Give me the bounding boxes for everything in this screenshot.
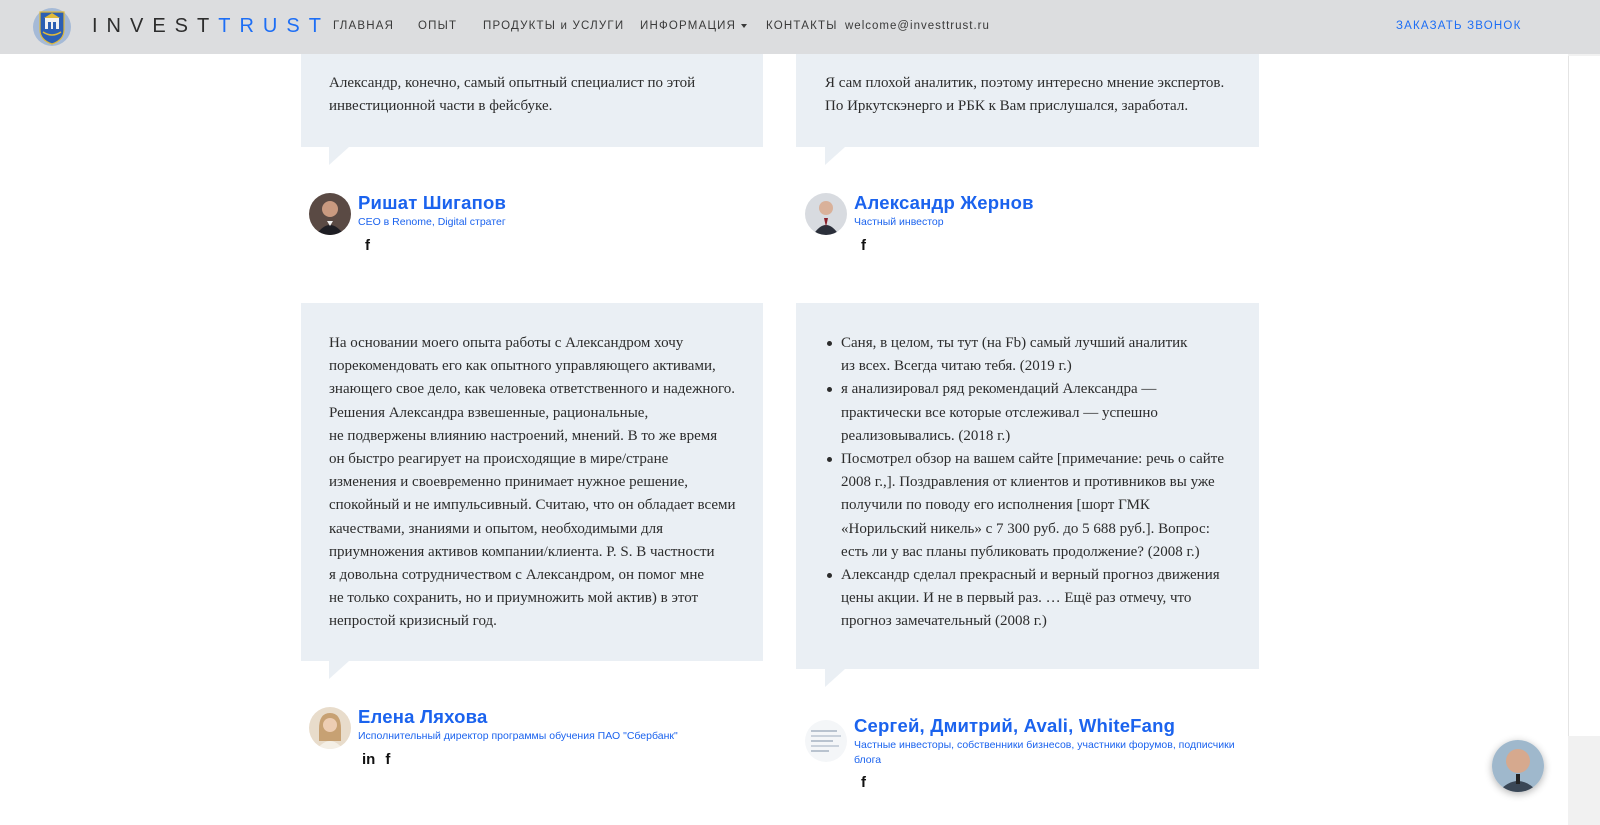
- text-line: 2008 г.,]. Поздравления от клиентов и противников вы уже: [841, 474, 1215, 491]
- author-name: Сергей, Дмитрий, Avali, WhiteFang: [854, 715, 1176, 736]
- text-line: цены акции. И не в первый раз. … Ещё раз отмечу, что: [841, 590, 1192, 607]
- author-role-line: блога: [854, 754, 882, 766]
- testimonial-bullet-list: [827, 332, 1224, 634]
- nav-experience[interactable]: ОПЫТ: [418, 20, 458, 32]
- nav-information[interactable]: [640, 19, 747, 33]
- text-line: изменения и своевременно принимает нужное решение,: [329, 474, 688, 491]
- text-line: Саня, в целом, ты тут (на Fb) самый лучший аналитик: [841, 335, 1188, 351]
- text-line: прогноз замечательный (2008 г.): [841, 613, 1047, 630]
- linkedin-icon[interactable]: in: [362, 751, 376, 768]
- chevron-down-icon: [741, 24, 747, 28]
- avatar: [309, 193, 351, 235]
- social-links: [362, 751, 400, 769]
- avatar: [805, 193, 847, 235]
- text-line: не только сохранить, но и приумножить мой актив) в этот: [329, 590, 699, 607]
- author-role-line: Частные инвесторы, собственники бизнесов, участники форумов, подписчики: [854, 739, 1235, 751]
- testimonial-text: [329, 72, 695, 118]
- text-line: спокойный и не импульсивный. Считаю, что он обладает всеми: [329, 497, 736, 514]
- chat-avatar-button[interactable]: [1492, 740, 1544, 792]
- card-tail: [825, 669, 845, 687]
- list-item: [827, 448, 1224, 564]
- text-line: «Норильский никель» с 7 300 руб. до 5 688 руб.]. Вопрос:: [841, 520, 1210, 537]
- coat-of-arms-icon[interactable]: [30, 6, 74, 48]
- nav-information-label: ИНФОРМАЦИЯ: [640, 20, 737, 32]
- text-line: получили по поводу его исполнения [шорт ГМК: [841, 497, 1150, 514]
- author-role: [854, 738, 1235, 768]
- author-name: Елена Ляхова: [358, 706, 488, 727]
- text-line: непростой кризисный год.: [329, 613, 497, 630]
- card-tail: [329, 147, 349, 165]
- avatar: [309, 707, 351, 749]
- author-role: Исполнительный директор программы обучения ПАО "Сбербанк": [358, 730, 678, 742]
- text-line: На основании моего опыта работы с Александром хочу: [329, 335, 684, 351]
- header-email-link[interactable]: welcome@investtrust.ru: [845, 20, 990, 32]
- testimonial-text: [825, 72, 1224, 118]
- author-role: Частный инвестор: [854, 216, 944, 228]
- social-links: [861, 237, 876, 255]
- text-line: Александр, конечно, самый опытный специалист по этой: [329, 75, 696, 91]
- logo-part-trust: TRUST: [218, 15, 330, 37]
- social-links: [861, 774, 876, 792]
- text-line: Александр сделал прекрасный и верный прогноз движения: [841, 567, 1220, 584]
- author-name: Ришат Шигапов: [358, 192, 507, 213]
- facebook-icon[interactable]: f: [861, 774, 866, 791]
- text-line: Я сам плохой аналитик, поэтому интересно мнение экспертов.: [825, 75, 1225, 91]
- author-role: CEO в Renome, Digital стратег: [358, 216, 506, 228]
- text-line: порекомендовать его как опытного управляющего активами,: [329, 358, 716, 375]
- text-line: реализовывались. (2018 г.): [841, 427, 1011, 444]
- facebook-icon[interactable]: f: [861, 237, 866, 254]
- card-tail: [825, 147, 845, 165]
- text-line: не подвержены влиянию настроений, мнений. В то же время: [329, 427, 718, 444]
- text-line: Решения Александра взвешенные, рациональные,: [329, 404, 649, 421]
- site-header: [0, 0, 1600, 54]
- facebook-icon[interactable]: f: [365, 237, 370, 254]
- text-line: я довольна сотрудничеством с Александром, он помог мне: [329, 567, 705, 584]
- list-item: [827, 332, 1224, 378]
- text-line: из всех. Всегда читаю тебя. (2019 г.): [841, 358, 1072, 375]
- scrollbar-thumb[interactable]: [1568, 56, 1600, 736]
- text-line: приумножения активов компании/клиента. P. S. В частности: [329, 543, 715, 560]
- logo-part-invest: INVEST: [92, 15, 219, 37]
- avatar: [805, 720, 847, 762]
- card-tail: [329, 661, 349, 679]
- nav-products[interactable]: ПРОДУКТЫ и УСЛУГИ: [483, 20, 625, 32]
- order-call-button[interactable]: ЗАКАЗАТЬ ЗВОНОК: [1396, 20, 1522, 32]
- text-line: есть ли у вас планы публиковать продолжение? (2008 г.): [841, 543, 1200, 560]
- text-line: я анализировал ряд рекомендаций Александра —: [841, 381, 1157, 398]
- nav-home[interactable]: ГЛАВНАЯ: [333, 20, 395, 32]
- text-line: практически все которые отслеживал — успешно: [841, 404, 1158, 421]
- social-links: [365, 237, 380, 255]
- logo-wordmark[interactable]: [92, 13, 330, 39]
- author-name: Александр Жернов: [854, 192, 1034, 213]
- text-line: Посмотрел обзор на вашем сайте [примечание: речь о сайте: [841, 451, 1224, 468]
- list-item: [827, 564, 1224, 634]
- text-line: По Иркутскэнерго и РБК к Вам прислушался, заработал.: [825, 98, 1189, 115]
- text-line: качествами, знаниями и опытом, необходимыми для: [329, 520, 664, 537]
- list-item: [827, 378, 1224, 448]
- text-line: знающего свое дело, как человека ответственного и надежного.: [329, 381, 735, 398]
- testimonial-text: [329, 332, 736, 634]
- text-line: инвестиционной части в фейсбуке.: [329, 98, 553, 115]
- text-line: он быстро реагирует на происходящие в мире/стране: [329, 451, 669, 468]
- facebook-icon[interactable]: f: [385, 751, 391, 768]
- nav-contacts[interactable]: КОНТАКТЫ: [766, 20, 838, 32]
- consultant-avatar-icon: [1492, 740, 1544, 792]
